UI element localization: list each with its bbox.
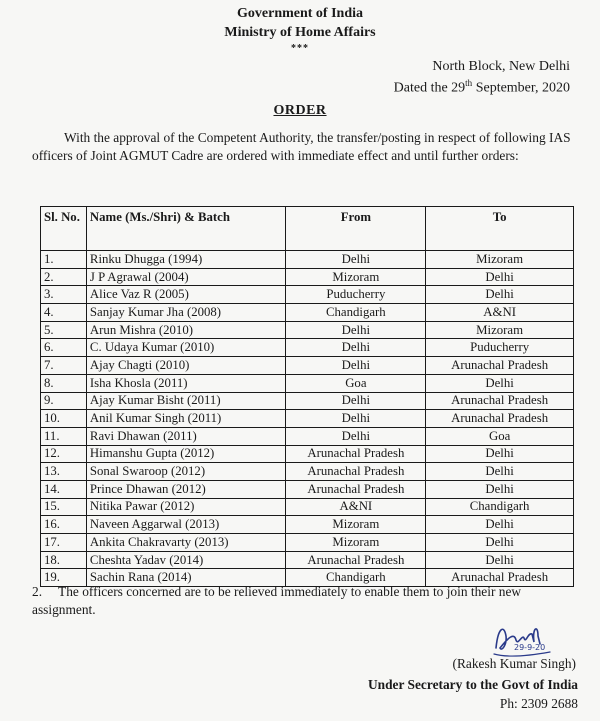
- cell-sl: 5.: [41, 321, 87, 339]
- table-row: [41, 286, 574, 304]
- cell-from: Mizoram: [286, 516, 426, 534]
- cell-name: Nitika Pawar (2012): [86, 498, 286, 516]
- cell-to: Arunachal Pradesh: [426, 410, 574, 428]
- cell-name: Ankita Chakravarty (2013): [86, 534, 286, 552]
- cell-sl: 6.: [41, 339, 87, 357]
- cell-from: Arunachal Pradesh: [286, 551, 426, 569]
- cell-to: Delhi: [426, 463, 574, 481]
- cell-name: Naveen Aggarwal (2013): [86, 516, 286, 534]
- header-to: To: [426, 207, 574, 251]
- date-suffix: September, 2020: [472, 80, 570, 96]
- table-row: [41, 392, 574, 410]
- cell-from: Mizoram: [286, 268, 426, 286]
- cell-sl: 19.: [41, 569, 87, 587]
- svg-text:29-9-20: 29-9-20: [514, 643, 546, 652]
- cell-sl: 18.: [41, 551, 87, 569]
- header-sl: Sl. No.: [41, 207, 87, 251]
- cell-to: Puducherry: [426, 339, 574, 357]
- header-from: From: [286, 207, 426, 251]
- table-row: [41, 410, 574, 428]
- cell-from: Delhi: [286, 251, 426, 269]
- cell-sl: 13.: [41, 463, 87, 481]
- cell-name: Ravi Dhawan (2011): [86, 427, 286, 445]
- cell-to: A&NI: [426, 304, 574, 322]
- table-row: [41, 463, 574, 481]
- cell-sl: 16.: [41, 516, 87, 534]
- para-number: 2.: [32, 584, 43, 599]
- address-place: North Block, New Delhi: [432, 59, 570, 74]
- order-date: [394, 78, 570, 97]
- cell-sl: 4.: [41, 304, 87, 322]
- cell-from: Chandigarh: [286, 304, 426, 322]
- cell-sl: 11.: [41, 427, 87, 445]
- table-row: [41, 268, 574, 286]
- cell-to: Mizoram: [426, 251, 574, 269]
- cell-from: Delhi: [286, 339, 426, 357]
- cell-name: Prince Dhawan (2012): [86, 480, 286, 498]
- cell-to: Delhi: [426, 286, 574, 304]
- table-row: [41, 321, 574, 339]
- cell-to: Arunachal Pradesh: [426, 357, 574, 375]
- cell-to: Arunachal Pradesh: [426, 392, 574, 410]
- table-row: [41, 516, 574, 534]
- cell-sl: 7.: [41, 357, 87, 375]
- cell-to: Delhi: [426, 551, 574, 569]
- cell-sl: 10.: [41, 410, 87, 428]
- cell-to: Goa: [426, 427, 574, 445]
- cell-name: Ajay Kumar Bisht (2011): [86, 392, 286, 410]
- cell-from: Arunachal Pradesh: [286, 463, 426, 481]
- cell-from: Arunachal Pradesh: [286, 445, 426, 463]
- table-row: [41, 304, 574, 322]
- cell-to: Delhi: [426, 268, 574, 286]
- table-row: [41, 357, 574, 375]
- cell-to: Delhi: [426, 374, 574, 392]
- cell-sl: 1.: [41, 251, 87, 269]
- cell-from: Delhi: [286, 392, 426, 410]
- table-header-row: [41, 207, 574, 251]
- relieve-paragraph: [32, 583, 572, 618]
- table-row: [41, 251, 574, 269]
- cell-to: Arunachal Pradesh: [426, 569, 574, 587]
- cell-from: Delhi: [286, 427, 426, 445]
- cell-name: Himanshu Gupta (2012): [86, 445, 286, 463]
- cell-sl: 3.: [41, 286, 87, 304]
- cell-to: Mizoram: [426, 321, 574, 339]
- table-row: [41, 427, 574, 445]
- date-superscript: th: [465, 78, 473, 88]
- header-ministry: Ministry of Home Affairs: [224, 25, 376, 40]
- cell-name: Rinku Dhugga (1994): [86, 251, 286, 269]
- cell-to: Delhi: [426, 480, 574, 498]
- signatory-designation: Under Secretary to the Govt of India: [367, 677, 578, 692]
- cell-name: Sonal Swaroop (2012): [86, 463, 286, 481]
- header-name: Name (Ms./Shri) & Batch: [86, 207, 286, 251]
- cell-from: Delhi: [286, 321, 426, 339]
- cell-name: Isha Khosla (2011): [86, 374, 286, 392]
- cell-name: Arun Mishra (2010): [86, 321, 286, 339]
- signatory-phone: Ph: 2309 2688: [499, 696, 578, 708]
- cell-to: Delhi: [426, 445, 574, 463]
- cell-from: Mizoram: [286, 534, 426, 552]
- transfer-table: [40, 206, 574, 587]
- intro-paragraph: With the approval of the Competent Authority, the transfer/posting in respect of following IAS officers of Joint AGMUT Cadre are ordered with immediate effect and until further orders:: [32, 130, 571, 163]
- cell-sl: 17.: [41, 534, 87, 552]
- cell-from: Delhi: [286, 410, 426, 428]
- signatory-name: (Rakesh Kumar Singh): [452, 656, 576, 671]
- table-row: [41, 480, 574, 498]
- header-separator: ***: [291, 43, 309, 54]
- header-government: Government of India: [237, 6, 363, 21]
- table-row: [41, 498, 574, 516]
- cell-name: Alice Vaz R (2005): [86, 286, 286, 304]
- cell-name: Cheshta Yadav (2014): [86, 551, 286, 569]
- table-row: [41, 374, 574, 392]
- para-text: The officers concerned are to be relieved immediately to enable them to join their new assignment.: [32, 584, 522, 617]
- table-row: [41, 551, 574, 569]
- cell-from: Delhi: [286, 357, 426, 375]
- cell-sl: 9.: [41, 392, 87, 410]
- cell-from: Puducherry: [286, 286, 426, 304]
- cell-sl: 14.: [41, 480, 87, 498]
- cell-to: Delhi: [426, 534, 574, 552]
- cell-name: Sanjay Kumar Jha (2008): [86, 304, 286, 322]
- cell-sl: 12.: [41, 445, 87, 463]
- cell-from: A&NI: [286, 498, 426, 516]
- table-row: [41, 339, 574, 357]
- cell-from: Arunachal Pradesh: [286, 480, 426, 498]
- cell-name: J P Agrawal (2004): [86, 268, 286, 286]
- cell-sl: 15.: [41, 498, 87, 516]
- cell-to: Chandigarh: [426, 498, 574, 516]
- cell-from: Goa: [286, 374, 426, 392]
- cell-name: Sachin Rana (2014): [86, 569, 286, 587]
- cell-sl: 8.: [41, 374, 87, 392]
- cell-name: Ajay Chagti (2010): [86, 357, 286, 375]
- date-prefix: Dated the 29: [393, 80, 466, 96]
- table-row: [41, 445, 574, 463]
- order-title: ORDER: [273, 103, 327, 118]
- cell-name: Anil Kumar Singh (2011): [86, 410, 286, 428]
- cell-to: Delhi: [426, 516, 574, 534]
- table-row: [41, 534, 574, 552]
- cell-sl: 2.: [41, 268, 87, 286]
- cell-name: C. Udaya Kumar (2010): [86, 339, 286, 357]
- cell-from: Chandigarh: [286, 569, 426, 587]
